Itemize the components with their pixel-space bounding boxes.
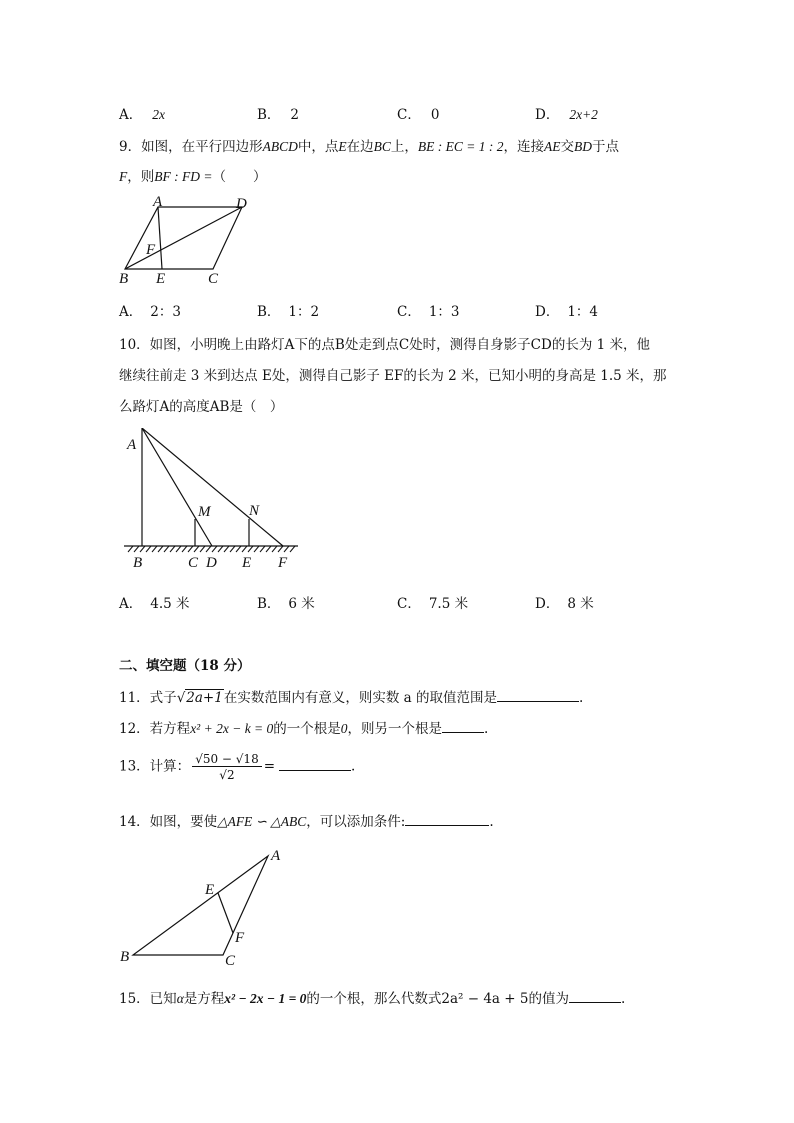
label-b: B — [120, 949, 130, 965]
hatch-mark — [206, 546, 211, 552]
ground-hatching — [128, 546, 295, 552]
hatch-mark — [200, 546, 205, 552]
q9-option-d: D． 1：4 — [535, 304, 599, 320]
hatch-mark — [260, 546, 265, 552]
hatch-mark — [290, 546, 295, 552]
hatch-mark — [188, 546, 193, 552]
hatch-mark — [134, 546, 139, 552]
hatch-mark — [146, 546, 151, 552]
hatch-mark — [266, 546, 271, 552]
q12-answer-blank[interactable] — [442, 720, 484, 733]
q9-stem-line1: 9．如图，在平行四边形ABCD中，点E在边BC上，BE : EC = 1 : 2，连接AE交BD于点 — [119, 139, 619, 155]
q14: 14．如图，要使△AFE ∽ △ABC，可以添加条件: . — [119, 814, 494, 830]
hatch-mark — [170, 546, 175, 552]
q8-option-d: D． 2x+2 — [535, 107, 598, 123]
q10-stem-line1: 10．如图，小明晚上由路灯A下的点B处走到点C处时，测得自身影子CD的长为 1 米，他 — [119, 337, 651, 353]
q11-radicand: 2a+1 — [186, 690, 223, 706]
q8-option-c: C． 0 — [397, 107, 440, 123]
q10-option-c: C． 7.5 米 — [397, 596, 469, 612]
label-f: F — [235, 930, 245, 946]
q11-answer-blank[interactable] — [497, 689, 579, 702]
label-b: B — [119, 271, 129, 287]
q15-answer-blank[interactable] — [569, 990, 621, 1003]
q10-option-b: B． 6 米 — [257, 596, 315, 612]
label-f: F — [146, 242, 156, 258]
hatch-mark — [128, 546, 133, 552]
segment-bd — [125, 207, 242, 269]
segment-ef — [218, 893, 233, 933]
q15: 15．已知α是方程x² − 2x − 1 = 0的一个根，那么代数式2a² − 4a + 5的值为 . — [119, 991, 626, 1007]
ray-ad — [142, 428, 212, 546]
label-n: N — [249, 503, 260, 519]
q10-stem-line2: 继续往前走 3 米到达点 E处，测得自己影子 EF的长为 2 米，已知小明的身高是 1.5 米，那 — [119, 368, 667, 384]
hatch-mark — [254, 546, 259, 552]
label-d: D — [236, 196, 247, 212]
hatch-mark — [158, 546, 163, 552]
q10-option-d: D． 8 米 — [535, 596, 594, 612]
hatch-mark — [140, 546, 145, 552]
segment-ae — [158, 207, 162, 269]
label-e: E — [242, 555, 252, 571]
hatch-mark — [164, 546, 169, 552]
label-c: C — [208, 271, 219, 287]
q13-fraction: $\frac{√50 - √18}{√2}$ — [192, 752, 262, 782]
q9-option-a: A． 2：3 — [119, 304, 181, 320]
section-2-title: 二、填空题（18 分） — [119, 658, 251, 674]
label-e: E — [205, 882, 215, 898]
label-f: F — [278, 555, 288, 571]
hatch-mark — [248, 546, 253, 552]
q13-answer-blank[interactable] — [279, 758, 351, 771]
hatch-mark — [272, 546, 277, 552]
hatch-mark — [182, 546, 187, 552]
ray-af — [142, 428, 283, 546]
label-c: C — [225, 953, 236, 969]
hatch-mark — [152, 546, 157, 552]
q14-triangle-figure — [115, 848, 290, 970]
label-a: A — [153, 194, 163, 210]
q14-answer-blank[interactable] — [405, 813, 489, 826]
q12: 12．若方程x² + 2x − k = 0的一个根是0，则另一个根是 . — [119, 721, 489, 737]
hatch-mark — [212, 546, 217, 552]
q9-option-c: C． 1：3 — [397, 304, 460, 320]
hatch-mark — [230, 546, 235, 552]
hatch-mark — [284, 546, 289, 552]
hatch-mark — [242, 546, 247, 552]
triangle-abc — [133, 856, 268, 955]
label-a: A — [127, 437, 137, 453]
q13: 13．计算： $\frac{√50 - √18}{√2}$ = . — [119, 752, 356, 782]
label-m: M — [198, 504, 211, 520]
q10-option-a: A． 4.5 米 — [119, 596, 190, 612]
hatch-mark — [236, 546, 241, 552]
label-a: A — [271, 848, 281, 864]
hatch-mark — [224, 546, 229, 552]
q9-option-b: B． 1：2 — [257, 304, 320, 320]
hatch-mark — [194, 546, 199, 552]
label-e: E — [156, 271, 166, 287]
hatch-mark — [278, 546, 283, 552]
q8-option-b: B． 2 — [257, 107, 300, 123]
q11: 11．式子√2a+1在实数范围内有意义，则实数 a 的取值范围是 . — [119, 690, 584, 706]
q8-option-a: A． 2x — [119, 107, 165, 123]
label-c: C — [188, 555, 199, 571]
q9-stem-line2: F，则BF : FD =（ ） — [119, 169, 267, 185]
hatch-mark — [176, 546, 181, 552]
label-d: D — [206, 555, 217, 571]
label-b: B — [133, 555, 143, 571]
q10-streetlight-figure — [118, 428, 308, 576]
q10-stem-line3: 么路灯A的高度AB是（ ） — [119, 399, 284, 415]
hatch-mark — [218, 546, 223, 552]
q9-parallelogram-figure — [110, 192, 270, 292]
